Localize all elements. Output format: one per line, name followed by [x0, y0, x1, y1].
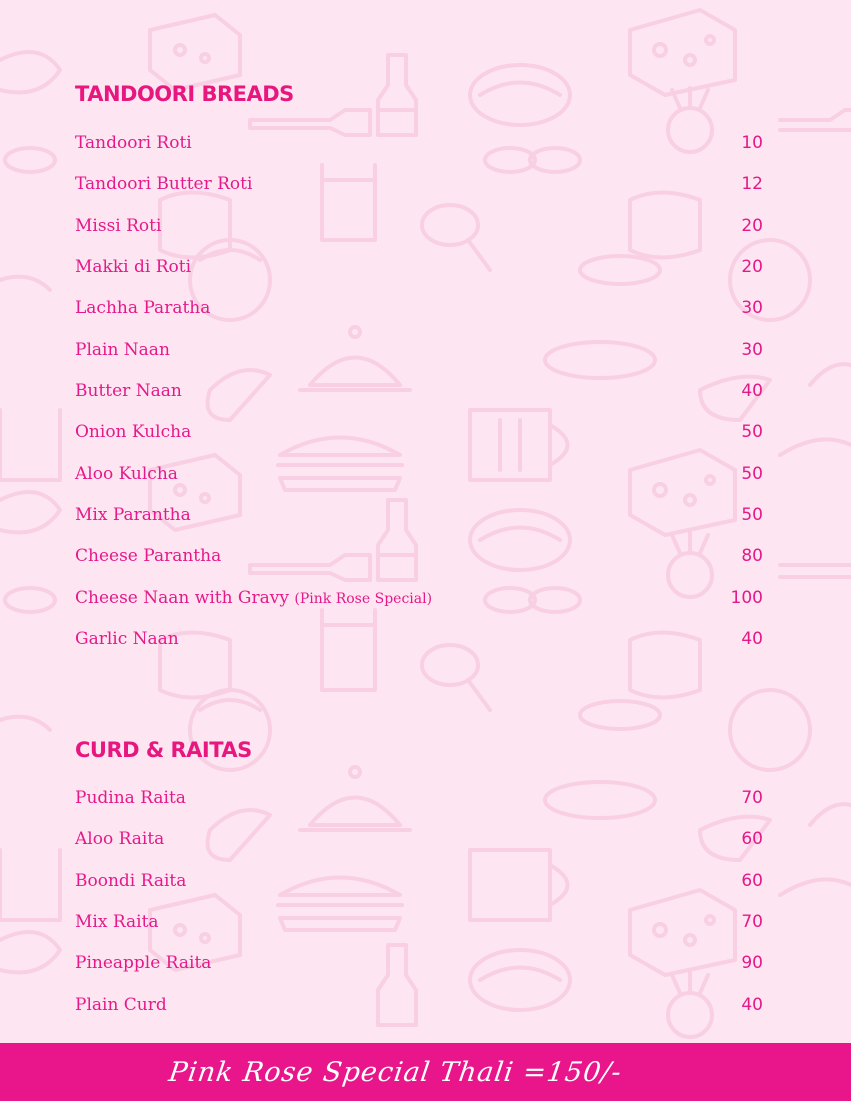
- item-price: 60: [741, 829, 763, 849]
- item-name-text: Cheese Naan with Gravy: [75, 588, 289, 608]
- onion-icon: [470, 65, 570, 125]
- item-name: Aloo Kulcha: [75, 464, 178, 484]
- menu-item-row: [75, 546, 763, 570]
- item-price: 50: [741, 464, 763, 484]
- item-name: Mix Parantha: [75, 505, 191, 525]
- item-price: 40: [741, 381, 763, 401]
- footer-banner: [0, 1043, 851, 1101]
- menu-item-row: [75, 871, 763, 895]
- menu-item-row: [75, 629, 763, 653]
- drumstick-icon: [422, 645, 490, 710]
- item-name: Missi Roti: [75, 216, 162, 236]
- menu-item-row: [75, 381, 763, 405]
- item-price: 100: [730, 588, 763, 608]
- menu-item-row: [75, 174, 763, 198]
- item-name: Pineapple Raita: [75, 953, 212, 973]
- section-title-curd-raitas: CURD & RAITAS: [75, 738, 252, 762]
- item-price: 60: [741, 871, 763, 891]
- menu-item-row: [75, 788, 763, 812]
- item-price: 50: [741, 505, 763, 525]
- item-name: Boondi Raita: [75, 871, 187, 891]
- item-price: 30: [741, 298, 763, 318]
- footer-special-thali-text: Pink Rose Special Thali =150/-: [166, 1056, 625, 1088]
- item-name: Tandoori Butter Roti: [75, 174, 253, 194]
- item-name: Garlic Naan: [75, 629, 179, 649]
- item-price: 80: [741, 546, 763, 566]
- item-price: 12: [741, 174, 763, 194]
- item-name: Aloo Raita: [75, 829, 165, 849]
- item-price: 40: [741, 629, 763, 649]
- menu-item-row: [75, 464, 763, 488]
- item-price: 30: [741, 340, 763, 360]
- item-price: 50: [741, 422, 763, 442]
- item-name: Butter Naan: [75, 381, 182, 401]
- burger-icon: [780, 439, 851, 895]
- item-name: Lachha Paratha: [75, 298, 211, 318]
- item-name: Onion Kulcha: [75, 422, 192, 442]
- item-note: (Pink Rose Special): [294, 591, 433, 607]
- item-name: Cheese Parantha: [75, 546, 222, 566]
- menu-item-row: [75, 133, 763, 157]
- item-price: 70: [741, 912, 763, 932]
- item-price: 90: [741, 953, 763, 973]
- item-name: Makki di Roti: [75, 257, 192, 277]
- item-name: Mix Raita: [75, 912, 159, 932]
- item-price: 20: [741, 216, 763, 236]
- cloche-icon: [810, 364, 851, 825]
- menu-item-row: [75, 257, 763, 281]
- item-price: 70: [741, 788, 763, 808]
- item-name: Plain Curd: [75, 995, 167, 1015]
- menu-item-row: [75, 505, 763, 529]
- menu-item-row: [75, 216, 763, 240]
- menu-item-row: [75, 829, 763, 853]
- menu-item-row: [75, 912, 763, 936]
- cheese-icon: [150, 15, 240, 90]
- item-name: Tandoori Roti: [75, 133, 192, 153]
- menu-item-row: [75, 340, 763, 364]
- item-name: Plain Naan: [75, 340, 170, 360]
- mug-icon: [0, 410, 60, 920]
- menu-item-row: [75, 422, 763, 446]
- menu-item-row: [75, 588, 763, 612]
- item-price: 20: [741, 257, 763, 277]
- menu-item-row: [75, 298, 763, 322]
- item-price: 40: [741, 995, 763, 1015]
- menu-item-row: [75, 995, 763, 1019]
- cheese-icon: [630, 10, 735, 95]
- section-title-tandoori-breads: TANDOORI BREADS: [75, 82, 294, 106]
- item-name: Pudina Raita: [75, 788, 186, 808]
- bottle-icon: [378, 55, 416, 135]
- item-name: [75, 588, 432, 608]
- item-price: 10: [741, 133, 763, 153]
- menu-item-row: [75, 953, 763, 977]
